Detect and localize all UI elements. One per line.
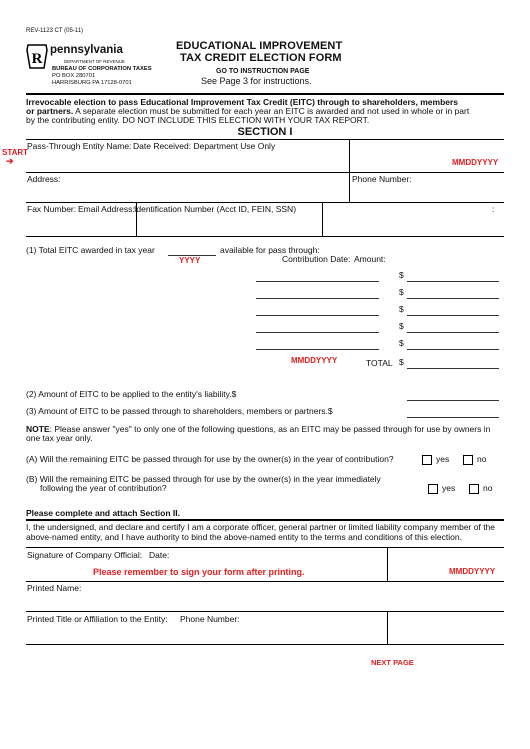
date-received-placeholder: MMDDYYYY: [452, 158, 499, 167]
start-label: START: [2, 148, 29, 157]
dollar-sign: $: [399, 321, 404, 331]
total-label: TOTAL: [366, 358, 393, 368]
note-line2: one tax year only.: [26, 433, 93, 443]
printed-title-label: Printed Title or Affiliation to the Entity:: [27, 614, 168, 624]
identification-number-field[interactable]: [324, 215, 502, 233]
contribution-amount-field-3[interactable]: [407, 305, 499, 316]
q1-label-a: (1) Total EITC awarded in tax year: [26, 245, 155, 255]
email-id-divider: [322, 202, 323, 236]
q2-label: [26, 389, 236, 400]
dollar-sign: $: [231, 389, 237, 399]
pass-through-amount-field[interactable]: [407, 407, 499, 418]
intro-line2-text: A separate election must be submitted for each year an EITC is awarded and not used in whole or in part: [73, 106, 470, 116]
signer-phone-field[interactable]: [389, 625, 502, 641]
question-b-line2: following the year of contribution?: [40, 483, 167, 493]
title-phone-divider: [387, 611, 388, 644]
address-label: Address:: [27, 174, 61, 184]
contribution-date-field-1[interactable]: [256, 271, 379, 282]
q1-label-b: available for pass through:: [220, 245, 320, 255]
tax-year-field[interactable]: [168, 245, 216, 256]
city-zip: HARRISBURG PA 17128-0701: [52, 80, 132, 86]
intro-line3: by the contributing entity. DO NOT INCLUDE THIS ELECTION WITH YOUR TAX REPORT.: [26, 115, 370, 125]
certification-line2: above-named entity, and I have authority to bind the above-named entity to the terms and conditions of this election.: [26, 532, 462, 542]
attach-section-2-note: Please complete and attach Section II.: [26, 508, 180, 518]
next-page-button[interactable]: NEXT PAGE: [371, 658, 414, 667]
signer-phone-label: Phone Number:: [180, 614, 240, 624]
dollar-sign: $: [399, 338, 404, 348]
header-divider: [26, 93, 504, 95]
po-box: PO BOX 280701: [52, 73, 96, 79]
agency-name: pennsylvania: [50, 44, 123, 56]
contribution-date-field-4[interactable]: [256, 322, 379, 333]
contribution-amount-field-2[interactable]: [407, 288, 499, 299]
question-b-yes-checkbox[interactable]: [428, 484, 438, 494]
contribution-amount-field-5[interactable]: [407, 339, 499, 350]
signature-top-rule: [26, 547, 504, 548]
contribution-date-field-3[interactable]: [256, 305, 379, 316]
certification-line1: I, the undersigned, and declare and certify I am a corporate officer, general partner or limited liability company member of the: [26, 522, 496, 532]
tax-year-placeholder: YYYY: [179, 256, 201, 265]
fax-number-field[interactable]: [27, 215, 133, 233]
printed-name-label: Printed Name:: [27, 583, 82, 593]
row-rule: [26, 202, 504, 203]
signature-date-divider: [387, 547, 388, 581]
question-b-yes-label: yes: [442, 483, 456, 493]
pass-through-entity-label: Pass-Through Entity Name:: [27, 141, 132, 151]
start-arrow-icon: ➔: [6, 156, 14, 166]
email-address-field[interactable]: [138, 215, 320, 233]
contribution-amount-field-4[interactable]: [407, 322, 499, 333]
instruction-page-link[interactable]: GO TO INSTRUCTION PAGE: [216, 68, 310, 75]
contribution-date-placeholder: MMDDYYYY: [291, 356, 338, 365]
printed-name-field[interactable]: [27, 594, 502, 609]
row-rule: [26, 581, 504, 582]
fax-number-label: Fax Number:: [27, 204, 77, 214]
attach-divider: [26, 519, 504, 521]
dollar-sign: $: [399, 270, 404, 280]
fax-email-divider: [136, 202, 137, 236]
contribution-amount-field-1[interactable]: [407, 271, 499, 282]
q3-label-text: (3) Amount of EITC to be passed through to shareholders, members or partners.: [26, 406, 328, 416]
section-1-title: SECTION I: [237, 126, 293, 138]
amount-label: Amount:: [354, 254, 386, 264]
address-field[interactable]: [27, 185, 347, 200]
question-a-no-label: no: [477, 454, 487, 464]
question-a-label: (A) Will the remaining EITC be passed through for use by the owner(s) in the year of contribution?: [26, 454, 394, 464]
q3-label: [26, 406, 333, 417]
instruction-note: See Page 3 for instructions.: [201, 76, 312, 86]
agency-dept: DEPARTMENT OF REVENUE: [64, 59, 126, 64]
address-divider: [349, 172, 350, 202]
contribution-date-field-5[interactable]: [256, 339, 379, 350]
phone-number-label: Phone Number:: [352, 174, 412, 184]
pass-through-entity-name-field[interactable]: [27, 152, 347, 170]
form-title-line2: TAX CREDIT ELECTION FORM: [180, 52, 342, 64]
row-rule: [26, 611, 504, 612]
form-id: REV-1123 CT (05-11): [26, 28, 84, 34]
contribution-date-label: Contribution Date:: [282, 254, 351, 264]
question-a-yes-label: yes: [436, 454, 450, 464]
total-amount-field[interactable]: [407, 358, 499, 369]
section-1-bottom-rule: [26, 236, 504, 237]
email-address-label: Email Address:: [78, 204, 135, 214]
sign-reminder: Please remember to sign your form after printing.: [93, 567, 305, 577]
question-b-line1: (B) Will the remaining EITC be passed through for use by the owner(s) in the year immediately: [26, 474, 381, 484]
dollar-sign: $: [399, 357, 404, 367]
q2-label-text: (2) Amount of EITC to be applied to the entity's liability.: [26, 389, 232, 399]
signature-date-label: Date:: [149, 550, 170, 560]
pa-keystone-logo: [26, 44, 48, 70]
question-a-no-checkbox[interactable]: [463, 455, 473, 465]
phone-number-field[interactable]: [352, 185, 502, 200]
note-line1: [26, 424, 490, 435]
row-rule: [26, 172, 504, 173]
note-bold: NOTE: [26, 424, 50, 434]
question-b-no-checkbox[interactable]: [469, 484, 479, 494]
dollar-sign: $: [399, 304, 404, 314]
note-line1-text: : Please answer "yes" to only one of the following questions, as an EITC may be passed through for use by owners in: [49, 424, 491, 434]
bureau-name: BUREAU OF CORPORATION TAXES: [52, 66, 152, 72]
signature-date-placeholder: MMDDYYYY: [449, 567, 496, 576]
identification-number-label: Identification Number (Acct ID, FEIN, SSN): [134, 204, 297, 214]
section-1-top-rule: [26, 139, 504, 140]
intro-bold-line: Irrevocable election to pass Educational Improvement Tax Credit (EITC) through to shareholders, members: [26, 97, 459, 107]
id-colon: :: [492, 204, 495, 214]
dollar-sign: $: [399, 287, 404, 297]
signature-label: Signature of Company Official:: [27, 550, 143, 560]
signature-bottom-rule: [26, 644, 504, 645]
svg-text:R: R: [31, 51, 43, 67]
dollar-sign: $: [327, 406, 333, 416]
question-b-no-label: no: [483, 483, 493, 493]
form-title-line1: EDUCATIONAL IMPROVEMENT: [176, 40, 343, 52]
printed-title-field[interactable]: [27, 625, 384, 641]
intro-bold-tail: or partners.: [26, 106, 74, 116]
date-received-label: Date Received: Department Use Only: [133, 141, 276, 151]
question-a-yes-checkbox[interactable]: [422, 455, 432, 465]
contribution-date-field-2[interactable]: [256, 288, 379, 299]
entity-liability-amount-field[interactable]: [407, 390, 499, 401]
